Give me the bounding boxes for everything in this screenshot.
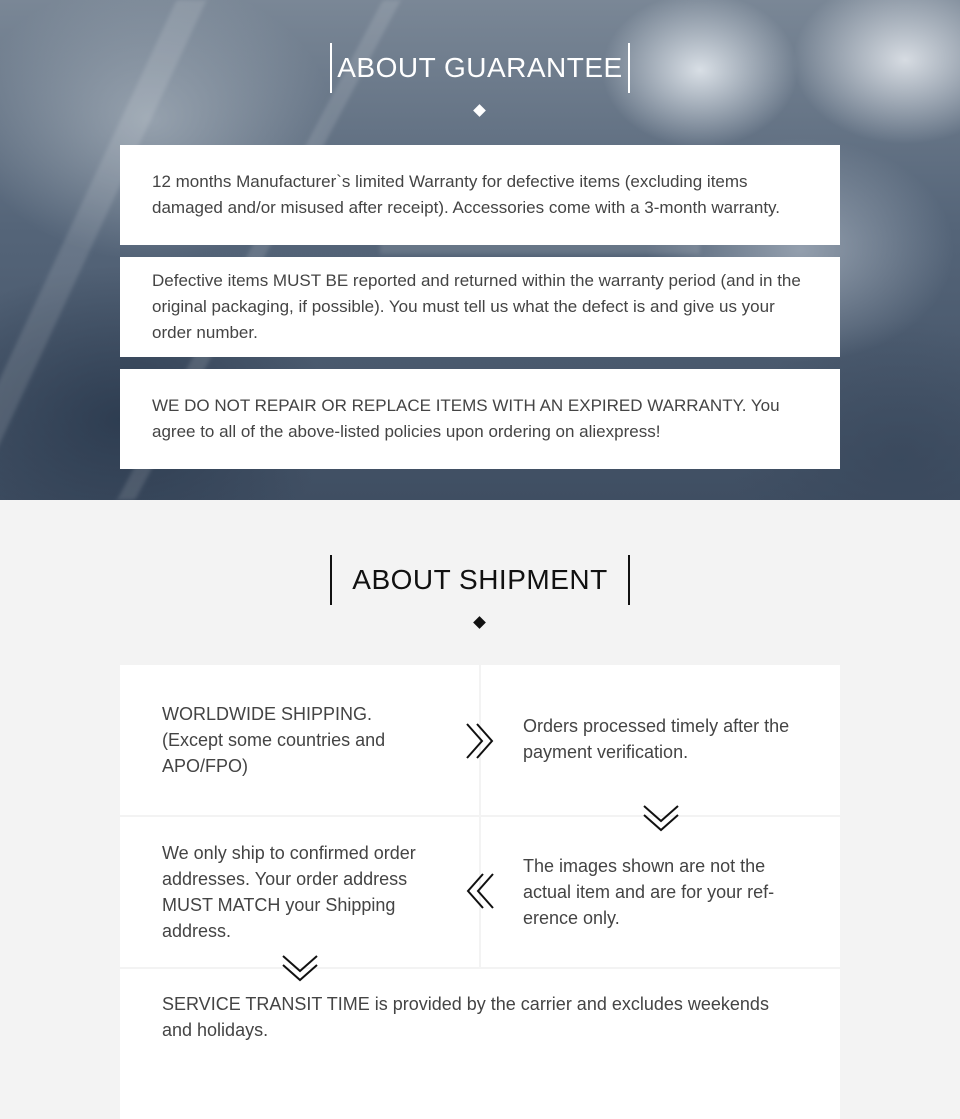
title-right-bar xyxy=(628,555,630,605)
guarantee-section xyxy=(0,0,960,500)
double-chevron-right-icon xyxy=(464,722,496,760)
guarantee-title: ABOUT GUARANTEE xyxy=(337,52,623,83)
diamond-icon xyxy=(473,616,486,629)
shipment-step-text: The images shown are not the actual item and are for your ref-erence only. xyxy=(523,856,775,928)
shipment-step-text: SERVICE TRANSIT TIME is provided by the carrier and excludes weekends and holidays. xyxy=(162,994,769,1040)
title-left-bar xyxy=(330,555,332,605)
guarantee-card xyxy=(120,257,840,357)
guarantee-card-text: 12 months Manufacturer`s limited Warranty for defective items (excluding items damaged and/or misused after receipt). Accessories come with a 3-month warranty. xyxy=(152,172,781,217)
shipment-step-2 xyxy=(481,665,840,815)
shipment-step-1 xyxy=(120,665,479,815)
shipment-step-text: Orders processed timely after the payment verification. xyxy=(523,716,790,762)
guarantee-card xyxy=(120,369,840,469)
double-chevron-down-icon xyxy=(642,803,680,833)
double-chevron-left-icon xyxy=(464,872,496,910)
shipment-step-text: WORLDWIDE SHIPPING. (Except some countries and APO/FPO) xyxy=(162,704,386,776)
shipment-step-3 xyxy=(120,817,479,967)
shipment-step-5 xyxy=(120,969,840,1119)
shipment-title-box xyxy=(330,555,630,605)
shipment-section xyxy=(0,500,960,1040)
shipment-title: ABOUT SHIPMENT xyxy=(352,564,608,595)
guarantee-card-text: WE DO NOT REPAIR OR REPLACE ITEMS WITH AN EXPIRED WARRANTY. You agree to all of the above-listed policies upon ordering on aliexpress! xyxy=(152,396,780,441)
guarantee-card xyxy=(120,145,840,245)
guarantee-title-box xyxy=(330,43,630,93)
title-right-bar xyxy=(628,43,630,93)
title-left-bar xyxy=(330,43,332,93)
diamond-icon xyxy=(473,104,486,117)
guarantee-card-text: Defective items MUST BE reported and returned within the warranty period (and in the original packaging, if possible). You must tell us what the defect is and give us your order number. xyxy=(152,271,801,342)
shipment-step-4 xyxy=(481,817,840,967)
shipment-step-text: We only ship to confirmed order addresses. Your order address MUST MATCH your Shipping address. xyxy=(162,843,416,941)
double-chevron-down-icon xyxy=(281,953,319,983)
